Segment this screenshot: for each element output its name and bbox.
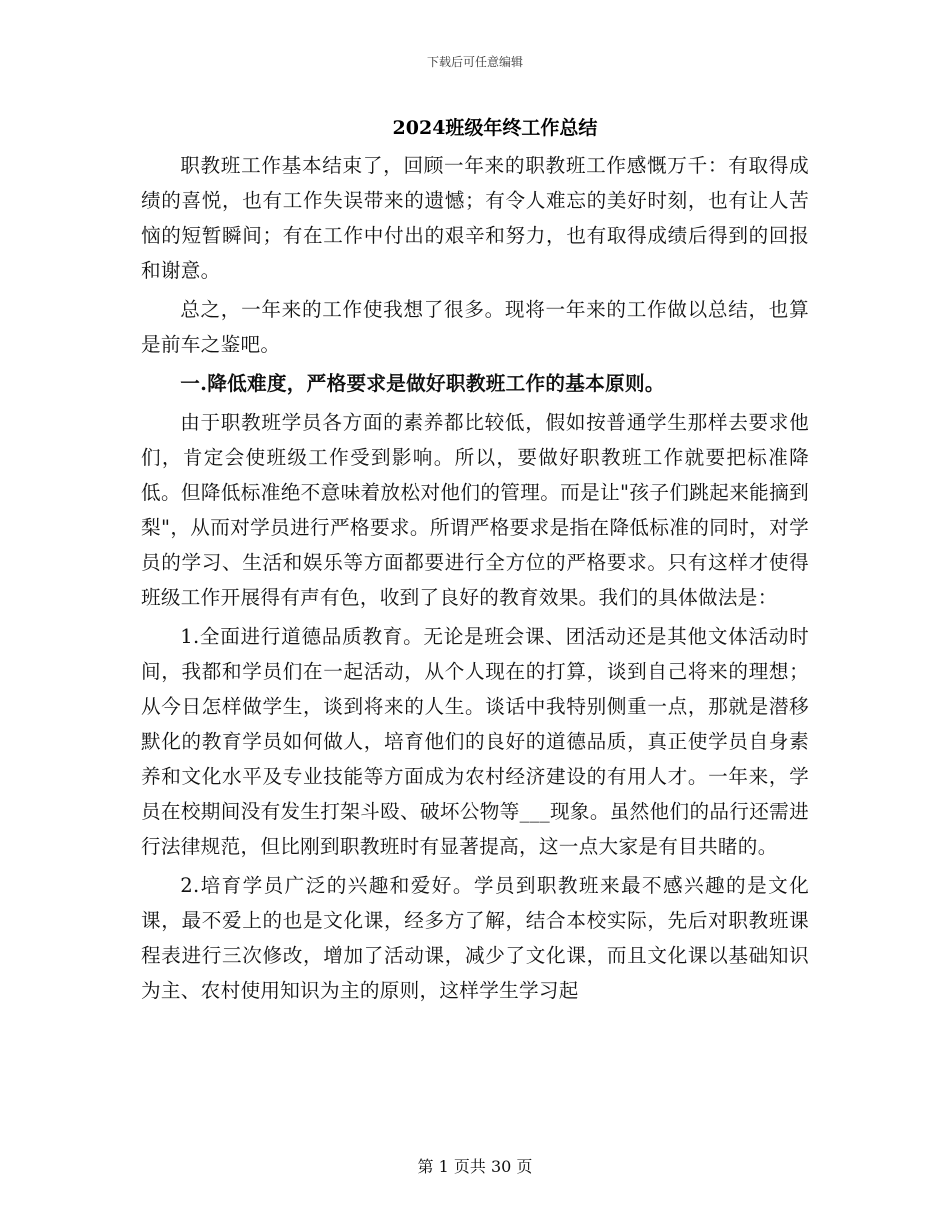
paragraph-principle: 由于职教班学员各方面的素养都比较低，假如按普通学生那样去要求他们，肯定会使班级工作受到影响。所以，要做好职教班工作就要把标准降低。但降低标准绝不意味着放松对他们的管理。而是让"孩子们跳起来能摘到梨"，从而对学员进行严格要求。所谓严格要求是指在降低标准的同时，对学员的学习、生活和娱乐等方面都要进行全方位的严格要求。只有这样才使得班级工作开展得有声有色，收到了良好的教育效果。我们的具体做法是： (141, 411, 809, 609)
page-number: 第 1 页共 30 页 (417, 1157, 533, 1176)
document-title: 2024班级年终工作总结 (392, 117, 598, 139)
section-heading-1: 一.降低难度，严格要求是做好职教班工作的基本原则。 (180, 372, 665, 395)
paragraph-item-1: 1.全面进行道德品质教育。无论是班会课、团活动还是其他文体活动时间，我都和学员们在一起活动，从个人现在的打算，谈到自己将来的理想；从今日怎样做学生，谈到将来的人生。谈话中我特别侧重一点，那就是潜移默化的教育学员如何做人，培育他们的良好的道德品质，真正使学员自身素养和文化水平及专业技能等方面成为农村经济建设的有用人才。一年来，学员在校期间没有发生打架斗殴、破坏公物等___现象。虽然他们的品行还需进行法律规范，但比刚到职教班时有显著提高，这一点大家是有目共睹的。 (141, 625, 809, 858)
document-body (141, 148, 809, 1008)
paragraph-summary: 总之，一年来的工作使我想了很多。现将一年来的工作做以总结，也算是前车之鉴吧。 (141, 298, 809, 356)
header-note: 下载后可任意编辑 (426, 55, 523, 69)
paragraph-intro: 职教班工作基本结束了，回顾一年来的职教班工作感慨万千：有取得成绩的喜悦，也有工作失误带来的遗憾；有令人难忘的美好时刻，也有让人苦恼的短暂瞬间；有在工作中付出的艰辛和努力，也有取得成绩后得到的回报和谢意。 (141, 154, 809, 282)
paragraph-item-2: 2.培育学员广泛的兴趣和爱好。学员到职教班来最不感兴趣的是文化课，最不爱上的也是文化课，经多方了解，结合本校实际，先后对职教班课程表进行三次修改，增加了活动课，减少了文化课，而且文化课以基础知识为主、农村使用知识为主的原则，这样学生学习起 (141, 874, 809, 1002)
